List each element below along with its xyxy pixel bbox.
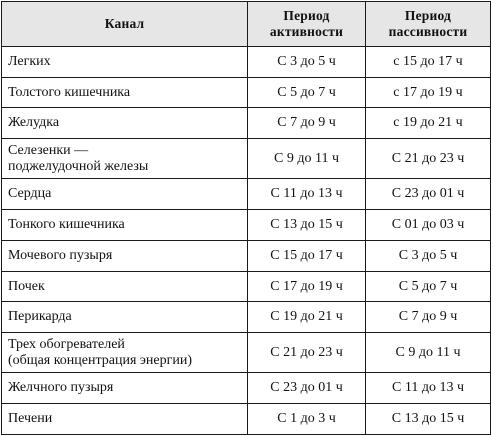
passive-period-value: с 15 до 17 ч xyxy=(393,53,463,69)
active-period-value: С 17 до 19 ч xyxy=(270,278,343,294)
passive-period-cell xyxy=(366,302,491,333)
active-period-value: С 23 до 01 ч xyxy=(270,380,343,396)
active-period-cell xyxy=(248,47,366,78)
active-period-cell xyxy=(248,333,366,373)
active-period-cell xyxy=(248,77,366,108)
table-row xyxy=(2,210,491,241)
active-period-value: С 19 до 21 ч xyxy=(270,309,343,325)
passive-period-cell xyxy=(366,373,491,404)
active-period-cell xyxy=(248,108,366,139)
header-canal xyxy=(2,2,248,47)
active-period-cell xyxy=(248,373,366,404)
passive-period-value: с 19 до 21 ч xyxy=(393,115,463,131)
passive-period-value: С 5 до 7 ч xyxy=(398,278,458,294)
active-period-value: С 15 до 17 ч xyxy=(270,247,343,263)
canal-name: Печени xyxy=(8,411,53,427)
passive-period-value: С 3 до 5 ч xyxy=(398,247,458,263)
header-active-line2: активности xyxy=(269,24,344,39)
active-period-value: С 11 до 13 ч xyxy=(270,186,343,202)
table-row xyxy=(2,373,491,404)
canal-name: Толстого кишечника xyxy=(8,84,131,100)
passive-period-value: С 11 до 13 ч xyxy=(392,380,464,396)
canal-name: Почек xyxy=(8,278,45,294)
header-passive-period xyxy=(366,2,491,47)
active-period-cell xyxy=(248,271,366,302)
passive-period-cell xyxy=(366,139,491,179)
table-row xyxy=(2,404,491,435)
meridian-activity-table xyxy=(1,1,491,435)
header-canal-label: Канал xyxy=(104,16,145,31)
active-period-cell xyxy=(248,179,366,210)
passive-period-value: С 13 до 15 ч xyxy=(391,411,465,427)
table-row xyxy=(2,179,491,210)
passive-period-cell xyxy=(366,333,491,373)
canal-cell xyxy=(2,240,248,271)
active-period-value: С 9 до 11 ч xyxy=(274,150,339,166)
active-period-cell xyxy=(248,240,366,271)
active-period-cell xyxy=(248,139,366,179)
canal-cell xyxy=(2,210,248,241)
table-container xyxy=(1,1,490,435)
canal-cell xyxy=(2,333,248,373)
active-period-value: С 1 до 3 ч xyxy=(277,411,336,427)
canal-name: Желчного пузыря xyxy=(8,380,114,396)
table-row xyxy=(2,240,491,271)
passive-period-cell xyxy=(366,404,491,435)
canal-cell xyxy=(2,404,248,435)
header-passive-line2: пассивности xyxy=(388,24,468,39)
passive-period-value: С 21 до 23 ч xyxy=(391,150,465,166)
canal-cell xyxy=(2,77,248,108)
canal-name: Желудка xyxy=(8,115,60,131)
table-row xyxy=(2,47,491,78)
header-passive-line1: Период xyxy=(404,8,452,23)
passive-period-cell xyxy=(366,210,491,241)
active-period-value: С 21 до 23 ч xyxy=(270,344,343,360)
canal-cell xyxy=(2,302,248,333)
table-row xyxy=(2,139,491,179)
passive-period-value: С 7 до 9 ч xyxy=(398,309,458,325)
canal-cell xyxy=(2,179,248,210)
canal-cell xyxy=(2,373,248,404)
canal-name: Сердца xyxy=(8,186,52,202)
header-active-period xyxy=(248,2,366,47)
active-period-cell xyxy=(248,210,366,241)
table-row xyxy=(2,77,491,108)
active-period-value: С 5 до 7 ч xyxy=(277,84,336,100)
canal-cell xyxy=(2,47,248,78)
table-row xyxy=(2,271,491,302)
passive-period-cell xyxy=(366,47,491,78)
passive-period-cell xyxy=(366,108,491,139)
canal-name-line2: (общая концентрация энергии) xyxy=(8,352,193,368)
header-row xyxy=(2,2,491,47)
canal-cell xyxy=(2,108,248,139)
canal-name-line2: поджелудочной железы xyxy=(8,158,149,174)
passive-period-cell xyxy=(366,240,491,271)
passive-period-value: С 23 до 01 ч xyxy=(391,186,465,202)
canal-name-line1: Селезенки — xyxy=(8,142,89,158)
canal-name: Мочевого пузыря xyxy=(8,247,113,263)
active-period-value: С 7 до 9 ч xyxy=(277,115,336,131)
table-row xyxy=(2,302,491,333)
passive-period-value: С 01 до 03 ч xyxy=(391,217,465,233)
table-row xyxy=(2,333,491,373)
canal-name: Легких xyxy=(8,53,51,69)
active-period-value: С 13 до 15 ч xyxy=(270,217,343,233)
table-row xyxy=(2,108,491,139)
passive-period-cell xyxy=(366,179,491,210)
canal-cell xyxy=(2,139,248,179)
passive-period-cell xyxy=(366,77,491,108)
header-active-line1: Период xyxy=(283,8,330,23)
canal-cell xyxy=(2,271,248,302)
active-period-cell xyxy=(248,302,366,333)
passive-period-value: С 9 до 11 ч xyxy=(395,344,461,360)
canal-name-line1: Трех обогревателей xyxy=(8,336,125,352)
canal-name: Перикарда xyxy=(8,309,72,325)
passive-period-value: с 17 до 19 ч xyxy=(393,84,463,100)
active-period-value: С 3 до 5 ч xyxy=(277,53,336,69)
active-period-cell xyxy=(248,404,366,435)
table-header xyxy=(2,2,491,47)
table-body xyxy=(2,47,491,435)
canal-name: Тонкого кишечника xyxy=(8,217,125,233)
passive-period-cell xyxy=(366,271,491,302)
